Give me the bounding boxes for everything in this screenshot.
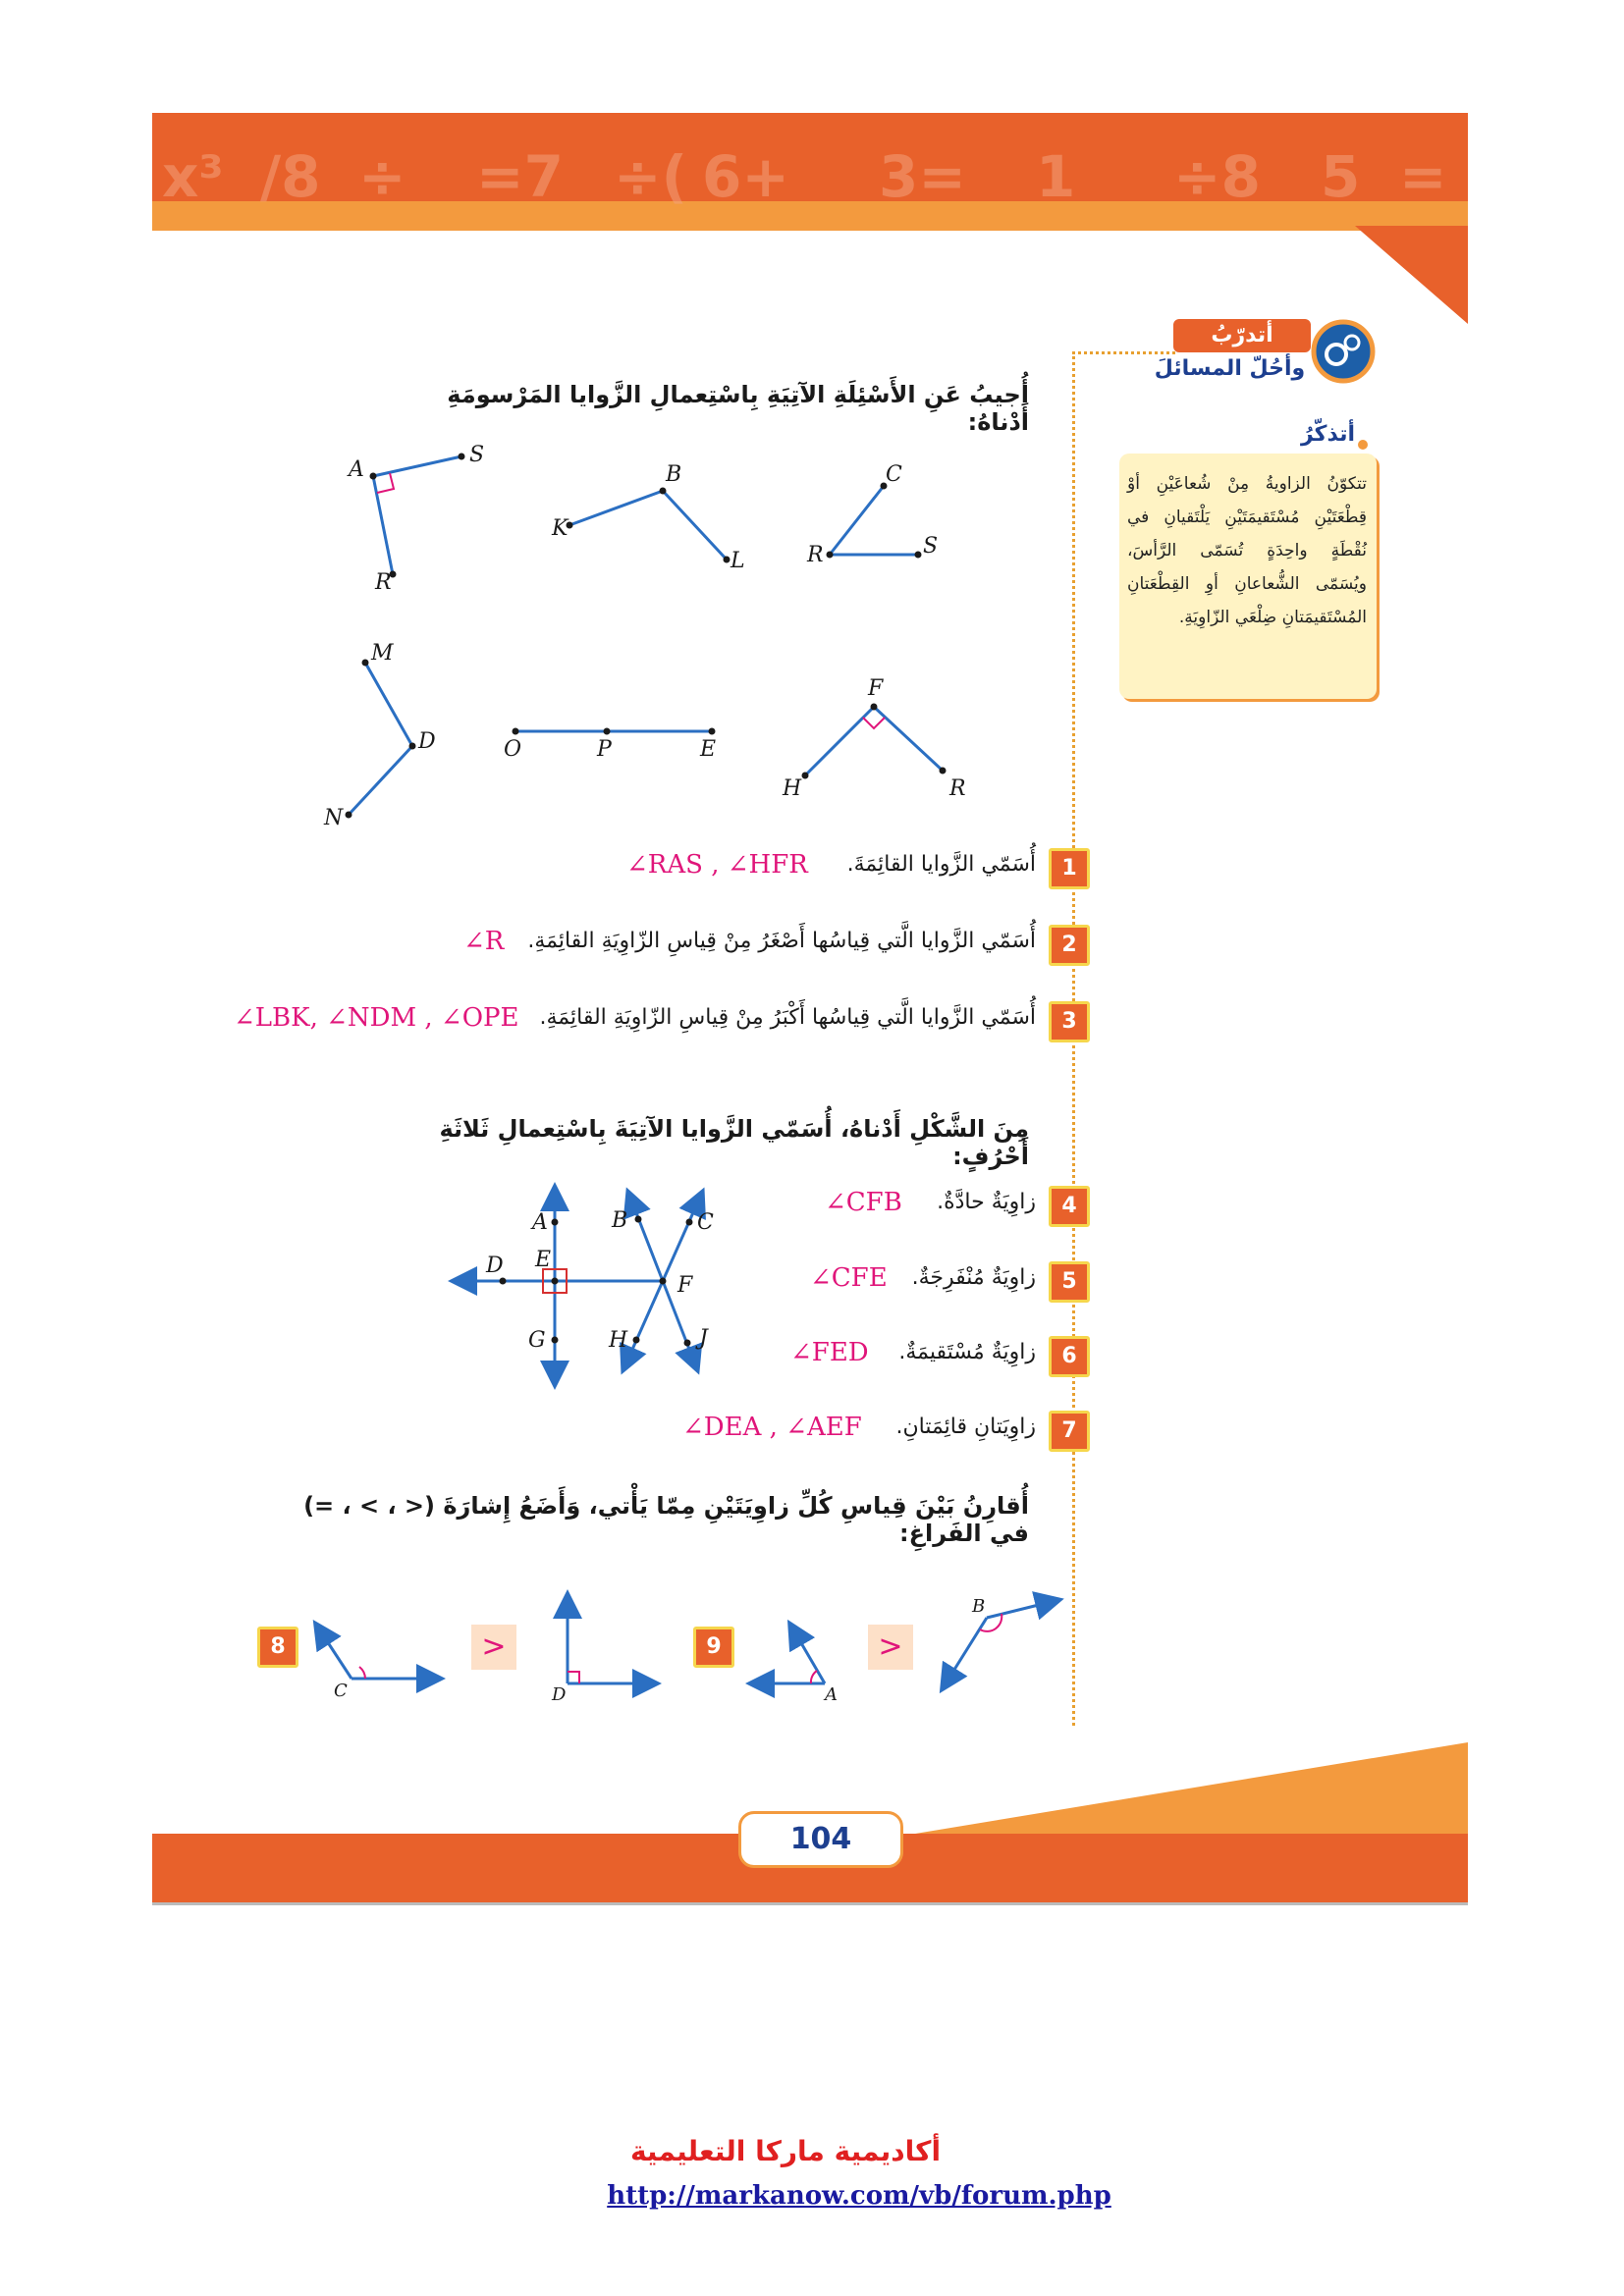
label-B-compare: B bbox=[972, 1596, 986, 1617]
fig2-label-C: C bbox=[697, 1210, 714, 1235]
label-D-compare: D bbox=[552, 1684, 567, 1705]
section2-instruction: مِنَ الشَّكْلِ أَدْناهُ، أُسَمّي الزَّوايا الآتِيَةَ بِاسْتِعمالِ ثَلاثَةِ أَحْرُفٍ: bbox=[439, 1115, 1029, 1170]
question-2-answer[interactable]: ∠R bbox=[463, 927, 505, 956]
label-C: C bbox=[886, 462, 902, 487]
question-8-number: 8 bbox=[257, 1627, 298, 1668]
svg-text:=: = bbox=[1399, 143, 1447, 210]
label-N: N bbox=[324, 806, 344, 830]
remember-title: أتذكّرُ bbox=[1301, 422, 1355, 447]
svg-text:÷8: ÷8 bbox=[1173, 143, 1261, 210]
remember-dot bbox=[1358, 440, 1368, 450]
fig2-label-A: A bbox=[532, 1210, 548, 1235]
svg-text:=7: =7 bbox=[476, 143, 564, 210]
svg-text:∕8: ∕8 bbox=[260, 143, 321, 210]
svg-text:÷: ÷ bbox=[358, 143, 406, 210]
label-A: A bbox=[349, 457, 364, 482]
question-5-text: زاوِيَةٌ مُنْفَرِجَةٌ. bbox=[911, 1265, 1036, 1290]
header-decor bbox=[152, 113, 1468, 231]
badge-title: أتدرّبُ bbox=[1211, 323, 1273, 347]
label-B: B bbox=[666, 462, 682, 487]
question-6-number: 6 bbox=[1049, 1336, 1090, 1377]
label-H: H bbox=[783, 776, 802, 801]
angles-figure-1 bbox=[295, 432, 1041, 844]
label-S: S bbox=[469, 443, 485, 467]
gears-icon bbox=[1311, 319, 1376, 384]
fig2-label-J: J bbox=[699, 1326, 708, 1351]
footer-top-wedge bbox=[903, 1742, 1468, 1836]
remember-text: تتكوّنُ الزاويةُ مِنْ شُعاعَيْنِ أوْ قِطْعَتَيْنِ مُسْتَقيمَتَيْنِ يَلْتَقيانِ في نُقْطَةٍ واحِدَةٍ تُسَمّى الرَّأسَ، ويُسَمّى الشُّعاعانِ أوِ القِطْعَتانِ المُسْتَقيمَتانِ ضِلْعَي الزّاوِيَةِ. bbox=[1127, 474, 1367, 627]
question-3-text: أُسَمّي الزَّوايا الَّتي قِياسُها أَكْبَرُ مِنْ قِياسِ الزّاوِيَةِ القائِمَةِ. bbox=[539, 1005, 1036, 1030]
academy-name: أكاديمية ماركا التعليمية bbox=[629, 2135, 942, 2167]
svg-text:3=: 3= bbox=[879, 143, 966, 210]
fig2-label-H: H bbox=[609, 1328, 628, 1353]
label-R2: R bbox=[807, 543, 824, 567]
angles-figure-2 bbox=[442, 1178, 756, 1394]
question-4-number: 4 bbox=[1049, 1186, 1090, 1227]
question-6-text: زاوِيَةٌ مُسْتَقيمَةٌ. bbox=[898, 1340, 1036, 1364]
badge-dotted-line bbox=[1072, 351, 1175, 354]
question-1-answer[interactable]: ∠RAS , ∠HFR bbox=[626, 850, 808, 880]
svg-text:1: 1 bbox=[1036, 143, 1076, 210]
label-P: P bbox=[597, 737, 612, 762]
label-K: K bbox=[552, 516, 568, 541]
label-S2: S bbox=[923, 534, 939, 559]
question-1-number: 1 bbox=[1049, 848, 1090, 889]
question-2-text: أُسَمّي الزَّوايا الَّتي قِياسُها أَصْغَرُ مِنْ قِياسِ الزّاوِيَةِ القائِمَةِ. bbox=[527, 929, 1036, 953]
label-R3: R bbox=[949, 776, 966, 801]
question-9-number: 9 bbox=[693, 1627, 734, 1668]
svg-text:5: 5 bbox=[1321, 143, 1361, 210]
question-8-sign[interactable]: > bbox=[471, 1625, 516, 1670]
question-5-answer[interactable]: ∠CFE bbox=[810, 1263, 888, 1293]
label-D: D bbox=[418, 729, 436, 754]
fig2-label-F: F bbox=[677, 1273, 693, 1298]
svg-text:x³: x³ bbox=[162, 143, 224, 210]
question-9-sign[interactable]: > bbox=[868, 1625, 913, 1670]
question-6-answer[interactable]: ∠FED bbox=[790, 1338, 869, 1367]
comparison-angles bbox=[295, 1580, 1080, 1708]
fig2-label-G: G bbox=[528, 1328, 546, 1353]
svg-text:÷(: ÷( bbox=[614, 143, 688, 210]
footer-bottom-rule bbox=[152, 1902, 1468, 1905]
section3-instruction: أُقارِنُ بَيْنَ قِياسِ كُلِّ زاوِيَتَيْنِ مِمّا يَأْتي، وَأَضَعُ إِشارَةَ (< ، > ، =) في الفَراغِ: bbox=[303, 1492, 1029, 1547]
question-4-answer[interactable]: ∠CFB bbox=[825, 1188, 902, 1217]
fig2-label-B: B bbox=[612, 1208, 628, 1233]
badge-subtitle: وأحُلّ المسائلَ bbox=[1154, 356, 1306, 381]
question-7-number: 7 bbox=[1049, 1411, 1090, 1452]
label-M: M bbox=[371, 641, 394, 666]
page-number: 104 bbox=[738, 1811, 903, 1868]
question-5-number: 5 bbox=[1049, 1261, 1090, 1303]
question-3-number: 3 bbox=[1049, 1001, 1090, 1042]
label-L: L bbox=[731, 549, 745, 573]
header-corner bbox=[1355, 226, 1468, 324]
label-F: F bbox=[868, 676, 884, 701]
label-R: R bbox=[375, 570, 392, 595]
label-A-compare: A bbox=[825, 1684, 838, 1705]
question-2-number: 2 bbox=[1049, 925, 1090, 966]
fig2-label-D: D bbox=[486, 1254, 504, 1278]
label-C-compare: C bbox=[334, 1681, 348, 1701]
question-4-text: زاوِيَةٌ حادَّةٌ. bbox=[937, 1190, 1036, 1214]
svg-text:6+: 6+ bbox=[702, 143, 789, 210]
forum-link[interactable]: http://markanow.com/vb/forum.php bbox=[607, 2181, 1111, 2211]
question-7-answer[interactable]: ∠DEA , ∠AEF bbox=[682, 1413, 862, 1442]
question-1-text: أُسَمّي الزَّوايا القائِمَةَ. bbox=[846, 852, 1036, 877]
label-O: O bbox=[504, 737, 522, 762]
question-7-text: زاوِيَتانِ قائِمَتانِ. bbox=[895, 1415, 1036, 1439]
practice-badge bbox=[1149, 319, 1375, 398]
fig2-label-E: E bbox=[535, 1248, 552, 1272]
label-E: E bbox=[700, 737, 717, 762]
question-3-answer[interactable]: ∠LBK, ∠NDM , ∠OPE bbox=[234, 1003, 519, 1033]
section1-instruction: أُجيبُ عَنِ الأَسْئِلَةِ الآتِيَةِ بِاسْتِعمالِ الزَّوايا المَرْسومَةِ أَدْناهُ: bbox=[447, 381, 1029, 436]
